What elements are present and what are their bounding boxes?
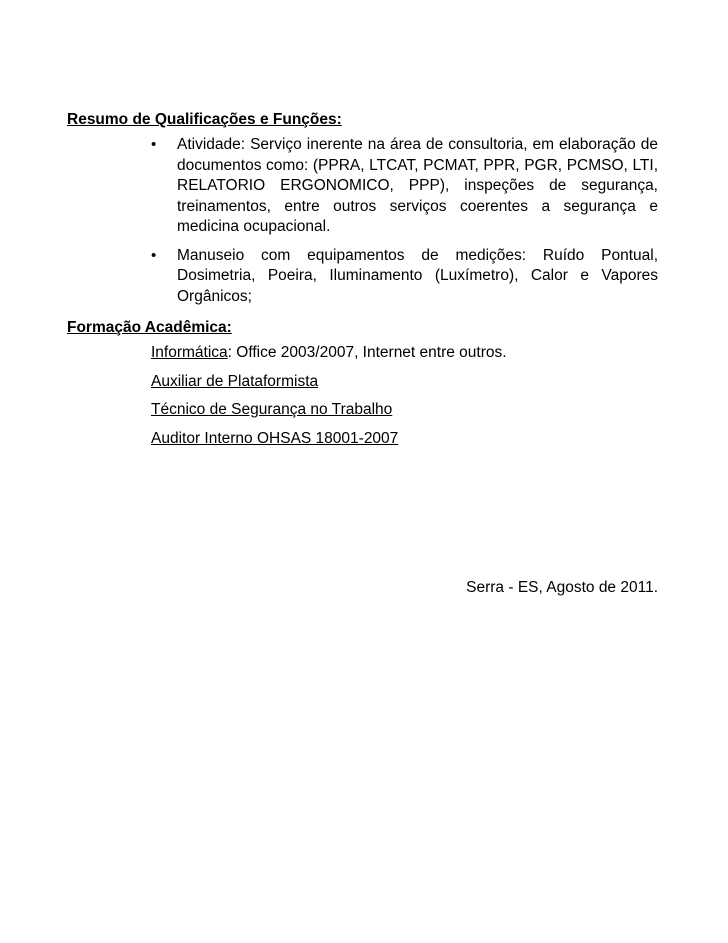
qualification-equipment-text: Manuseio com equipamentos de medições: Ruído Pontual, Dosimetria, Poeira, Iluminamento (Luxímetro), Calor e Vapores Orgânicos; [177,246,658,305]
education-course-label: Auditor Interno OHSAS 18001-2007 [151,429,399,447]
qualifications-list [150,135,658,315]
list-item [151,400,507,429]
list-item [151,372,507,401]
list-item [150,246,658,308]
place-date-signature: Serra - ES, Agosto de 2011. [466,579,658,596]
qualification-activity-text: Atividade: Serviço inerente na área de consultoria, em elaboração de documentos como: (PPRA, LTCAT, PCMAT, PPR, PGR, PCMSO, LTI, RELATORIO ERGONOMICO, PPP), inspeções de segurança, treinamentos, entre outros serviços coerentes a segurança e medicina ocupacional. [177,136,658,235]
bullet-icon: • [151,136,157,153]
list-item [151,343,507,372]
list-item [150,135,658,238]
bullet-icon: • [151,246,157,264]
education-course-detail: : Office 2003/2007, Internet entre outros. [227,344,507,361]
education-list [151,343,507,457]
education-heading: Formação Acadêmica: [67,319,232,336]
education-course-label: Técnico de Segurança no Trabalho [151,401,393,418]
list-item [151,429,507,458]
education-course-label: Auxiliar de Plataformista [151,372,319,390]
qualifications-heading: Resumo de Qualificações e Funções: [67,111,342,128]
education-course-label: Informática [151,344,228,361]
